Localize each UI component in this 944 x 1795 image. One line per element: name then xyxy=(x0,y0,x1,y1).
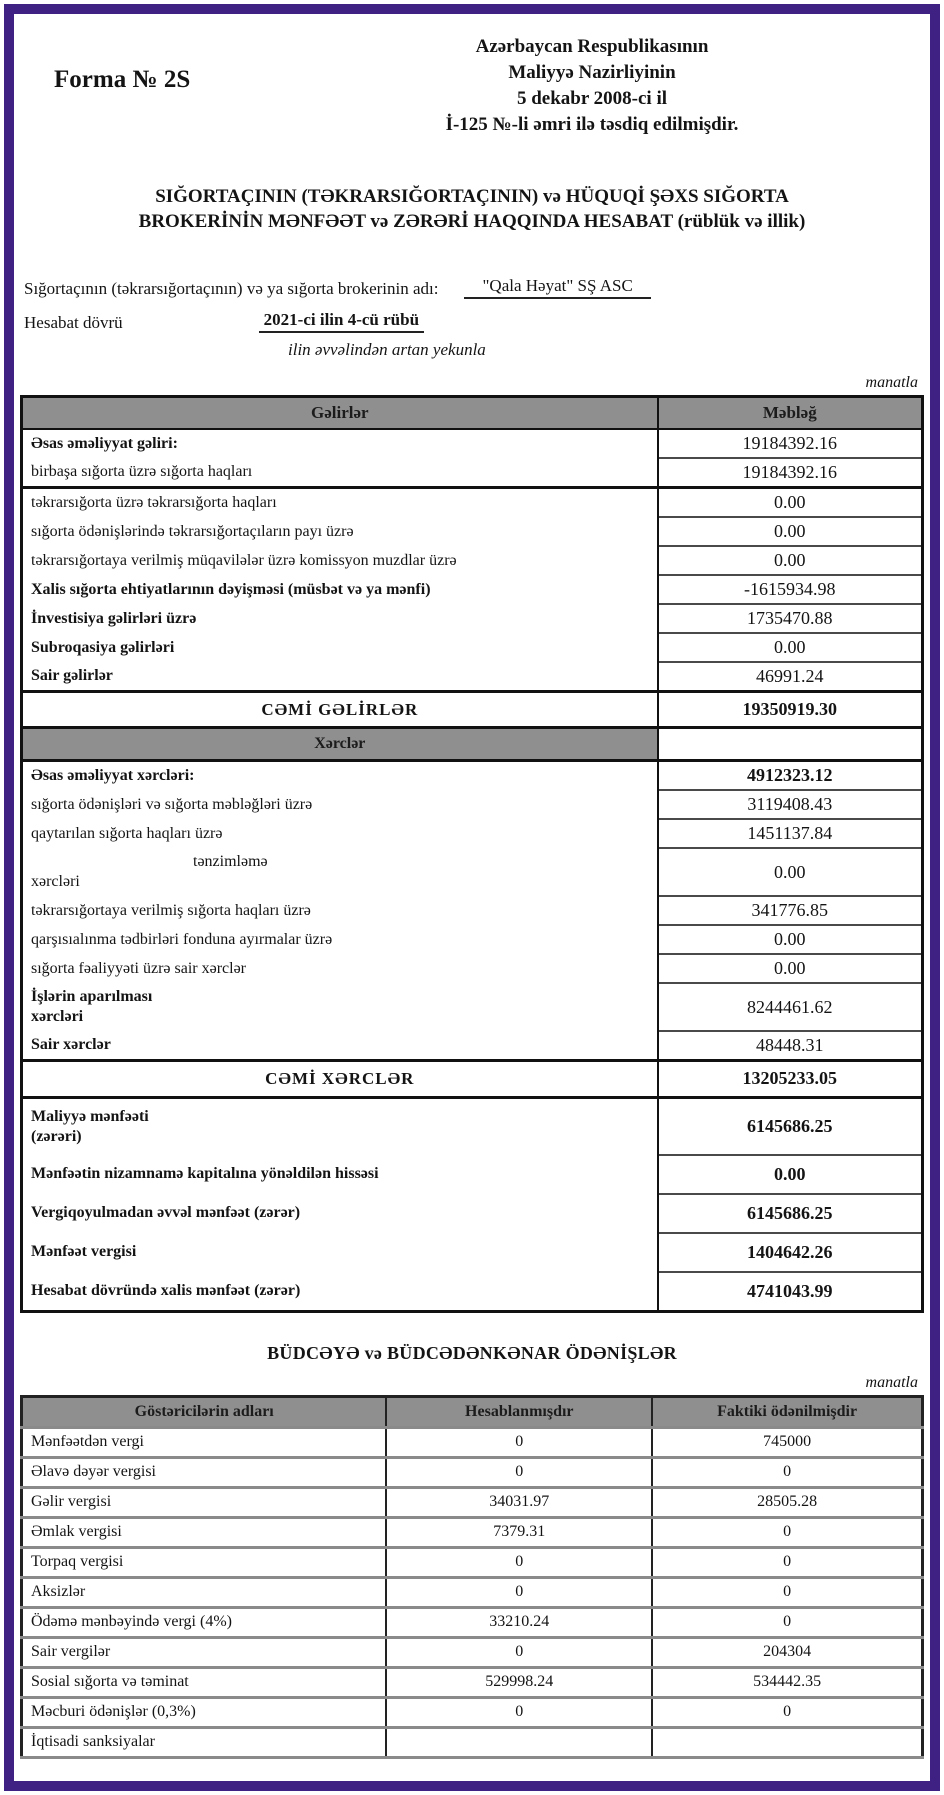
indicator-header-cell: Göstəricilərin adları xyxy=(22,1396,387,1427)
indicator-name: Gəlir vergisi xyxy=(22,1487,387,1517)
accrued-value: 0 xyxy=(386,1547,652,1577)
table-row xyxy=(22,604,923,633)
accrued-value: 0 xyxy=(386,1637,652,1667)
section-empty-cell xyxy=(658,728,923,761)
table-row xyxy=(22,1637,923,1667)
report-title-line: SIĞORTAÇININ (TƏKRARSIĞORTAÇININ) və HÜQUQİ ŞƏXS SIĞORTA xyxy=(155,186,789,207)
table-row xyxy=(22,1031,923,1061)
row-value: 46991.24 xyxy=(658,662,923,692)
insurer-name-row xyxy=(24,276,924,299)
approval-line: 5 dekabr 2008-ci il xyxy=(516,88,668,109)
row-label: Əsas əməliyyat gəliri: xyxy=(22,429,658,458)
row-label: Subroqasiya gəlirləri xyxy=(22,633,658,662)
expenses-section-header xyxy=(22,728,923,761)
row-value: 6145686.25 xyxy=(658,1097,923,1155)
table-row xyxy=(22,1667,923,1697)
report-title xyxy=(20,184,924,234)
paid-value: 0 xyxy=(652,1517,922,1547)
table-row xyxy=(22,1457,923,1487)
row-label-line: xərcləri xyxy=(31,1008,84,1026)
form-number: Forma № 2S xyxy=(54,66,191,93)
indicator-name: Sair vergilər xyxy=(22,1637,387,1667)
budget-section-title: BÜDCƏYƏ və BÜDCƏDƏNKƏNAR ÖDƏNİŞLƏR xyxy=(267,1342,677,1363)
section-label: Xərclər xyxy=(22,728,658,761)
row-label: Xalis sığorta ehtiyatlarının dəyişməsi (müsbət və ya mənfi) xyxy=(22,575,658,604)
paid-value: 0 xyxy=(652,1457,922,1487)
table-row xyxy=(22,1607,923,1637)
table-header-row xyxy=(22,1396,923,1427)
paid-value: 0 xyxy=(652,1607,922,1637)
report-period-row xyxy=(24,310,924,333)
accrued-value: 529998.24 xyxy=(386,1667,652,1697)
row-value: 0.00 xyxy=(658,1155,923,1194)
row-label-line: xərcləri xyxy=(31,873,80,891)
row-label-line: Maliyyə mənfəəti xyxy=(31,1107,149,1125)
row-value: 19184392.16 xyxy=(658,458,923,488)
row-label xyxy=(22,848,658,896)
report-period-value: 2021-ci ilin 4-cü rübü xyxy=(259,310,424,333)
currency-note: manatla xyxy=(865,1373,918,1391)
table-row xyxy=(22,1517,923,1547)
amount-header-cell: Məbləğ xyxy=(658,397,923,430)
row-label: Sair gəlirlər xyxy=(22,662,658,692)
row-value: 0.00 xyxy=(658,954,923,983)
accrued-value xyxy=(386,1727,652,1757)
indicator-name: İqtisadi sanksiyalar xyxy=(22,1727,387,1757)
approval-line: İ-125 №-li əmri ilə təsdiq edilmişdir. xyxy=(445,114,739,135)
table-row xyxy=(22,1727,923,1757)
row-label: Əsas əməliyyat xərcləri: xyxy=(22,761,658,791)
row-label-line: İşlərin aparılması xyxy=(31,988,153,1006)
table-row xyxy=(22,1697,923,1727)
table-row xyxy=(22,1427,923,1457)
page-header xyxy=(20,14,924,138)
row-label: qarşısıalınma tədbirləri fonduna ayırmalar üzrə xyxy=(22,925,658,954)
total-income-row xyxy=(22,692,923,728)
accrued-value: 34031.97 xyxy=(386,1487,652,1517)
table-row xyxy=(22,983,923,1031)
row-value: 0.00 xyxy=(658,633,923,662)
total-label: CƏMİ XƏRCLƏR xyxy=(22,1061,658,1097)
paid-value: 534442.35 xyxy=(652,1667,922,1697)
accrued-value: 7379.31 xyxy=(386,1517,652,1547)
table-row xyxy=(22,546,923,575)
period-note: ilin əvvəlindən artan yekunla xyxy=(288,340,486,359)
table-row xyxy=(22,896,923,925)
row-value: 8244461.62 xyxy=(658,983,923,1031)
row-label: təkrarsığorta üzrə təkrarsığorta haqları xyxy=(22,488,658,518)
paid-value: 204304 xyxy=(652,1637,922,1667)
table-row xyxy=(22,954,923,983)
row-value: 4741043.99 xyxy=(658,1272,923,1312)
row-label: Mənfəət vergisi xyxy=(22,1233,658,1272)
indicator-name: Ödəmə mənbəyində vergi (4%) xyxy=(22,1607,387,1637)
paid-value: 0 xyxy=(652,1547,922,1577)
row-value: 0.00 xyxy=(658,488,923,518)
table-row xyxy=(22,848,923,896)
paid-value: 28505.28 xyxy=(652,1487,922,1517)
indicator-name: Mənfəətdən vergi xyxy=(22,1427,387,1457)
budget-payments-table xyxy=(20,1395,924,1759)
table-row xyxy=(22,819,923,848)
document-page xyxy=(4,4,940,1791)
indicator-name: Sosial sığorta və təminat xyxy=(22,1667,387,1697)
table-row xyxy=(22,488,923,518)
indicator-name: Aksizlər xyxy=(22,1577,387,1607)
row-label: sığorta ödənişləri və sığorta məbləğləri üzrə xyxy=(22,790,658,819)
accrued-value: 0 xyxy=(386,1697,652,1727)
row-label-line: (zərəri) xyxy=(31,1127,82,1145)
row-label: birbaşa sığorta üzrə sığorta haqları xyxy=(22,458,658,488)
income-expense-table xyxy=(20,395,924,1313)
approval-line: Maliyyə Nazirliyinin xyxy=(508,62,676,83)
table-row xyxy=(22,633,923,662)
row-value: 0.00 xyxy=(658,925,923,954)
table-row xyxy=(22,662,923,692)
table-row xyxy=(22,458,923,488)
report-period-label: Hesabat dövrü xyxy=(24,313,123,332)
currency-note: manatla xyxy=(865,374,918,391)
insurer-name-value: "Qala Həyat" SŞ ASC xyxy=(464,276,650,299)
row-label: qaytarılan sığorta haqları üzrə xyxy=(22,819,658,848)
total-value: 19350919.30 xyxy=(658,692,923,728)
table-row xyxy=(22,1487,923,1517)
table-row xyxy=(22,1194,923,1233)
indicator-name: Məcburi ödənişlər (0,3%) xyxy=(22,1697,387,1727)
table-row xyxy=(22,790,923,819)
paid-value: 0 xyxy=(652,1577,922,1607)
paid-value: 745000 xyxy=(652,1427,922,1457)
row-label: Vergiqoyulmadan əvvəl mənfəət (zərər) xyxy=(22,1194,658,1233)
table-header-row xyxy=(22,397,923,430)
row-value: 1735470.88 xyxy=(658,604,923,633)
table-row xyxy=(22,1155,923,1194)
row-label: təkrarsığortaya verilmiş sığorta haqları üzrə xyxy=(22,896,658,925)
table-row xyxy=(22,1272,923,1312)
table-row xyxy=(22,517,923,546)
indicator-name: Torpaq vergisi xyxy=(22,1547,387,1577)
row-label xyxy=(22,983,658,1031)
row-value: 6145686.25 xyxy=(658,1194,923,1233)
row-label: Mənfəətin nizamnamə kapitalına yönəldilən hissəsi xyxy=(22,1155,658,1194)
row-label: İnvestisiya gəlirləri üzrə xyxy=(22,604,658,633)
row-label: Sair xərclər xyxy=(22,1031,658,1061)
row-value: 19184392.16 xyxy=(658,429,923,458)
paid-value: 0 xyxy=(652,1697,922,1727)
row-value: 0.00 xyxy=(658,517,923,546)
row-label: Hesabat dövründə xalis mənfəət (zərər) xyxy=(22,1272,658,1312)
table-row xyxy=(22,1233,923,1272)
table-row xyxy=(22,575,923,604)
row-value: 48448.31 xyxy=(658,1031,923,1061)
total-expense-row xyxy=(22,1061,923,1097)
total-value: 13205233.05 xyxy=(658,1061,923,1097)
table-row xyxy=(22,1097,923,1155)
row-value: 3119408.43 xyxy=(658,790,923,819)
row-value: 341776.85 xyxy=(658,896,923,925)
approval-block xyxy=(352,34,832,138)
row-value: 1404642.26 xyxy=(658,1233,923,1272)
insurer-name-label: Sığortaçının (təkrarsığortaçının) və ya sığorta brokerinin adı: xyxy=(24,279,439,298)
table-row xyxy=(22,1577,923,1607)
row-label: təkrarsığortaya verilmiş müqavilələr üzrə komissyon muzdlar üzrə xyxy=(22,546,658,575)
indicator-name: Əlavə dəyər vergisi xyxy=(22,1457,387,1487)
paid-header-cell: Faktiki ödənilmişdir xyxy=(652,1396,922,1427)
accrued-value: 33210.24 xyxy=(386,1607,652,1637)
report-title-line: BROKERİNİN MƏNFƏƏT və ZƏRƏRİ HAQQINDA HESABAT (rüblük və illik) xyxy=(138,211,806,232)
income-header-cell: Gəlirlər xyxy=(22,397,658,430)
row-value: 4912323.12 xyxy=(658,761,923,791)
row-label-line: tənzimləmə xyxy=(193,853,268,871)
accrued-value: 0 xyxy=(386,1427,652,1457)
accrued-value: 0 xyxy=(386,1577,652,1607)
indicator-name: Əmlak vergisi xyxy=(22,1517,387,1547)
row-label: sığorta fəaliyyəti üzrə sair xərclər xyxy=(22,954,658,983)
table-row xyxy=(22,925,923,954)
row-value: 1451137.84 xyxy=(658,819,923,848)
table-row xyxy=(22,1547,923,1577)
accrued-value: 0 xyxy=(386,1457,652,1487)
total-label: CƏMİ GƏLİRLƏR xyxy=(22,692,658,728)
row-value: -1615934.98 xyxy=(658,575,923,604)
row-value: 0.00 xyxy=(658,546,923,575)
row-value: 0.00 xyxy=(658,848,923,896)
paid-value xyxy=(652,1727,922,1757)
table-row xyxy=(22,429,923,458)
approval-line: Azərbaycan Respublikasının xyxy=(475,36,709,57)
accrued-header-cell: Hesablanmışdır xyxy=(386,1396,652,1427)
table-row xyxy=(22,761,923,791)
row-label xyxy=(22,1097,658,1155)
row-label: sığorta ödənişlərində təkrarsığortaçıların payı üzrə xyxy=(22,517,658,546)
